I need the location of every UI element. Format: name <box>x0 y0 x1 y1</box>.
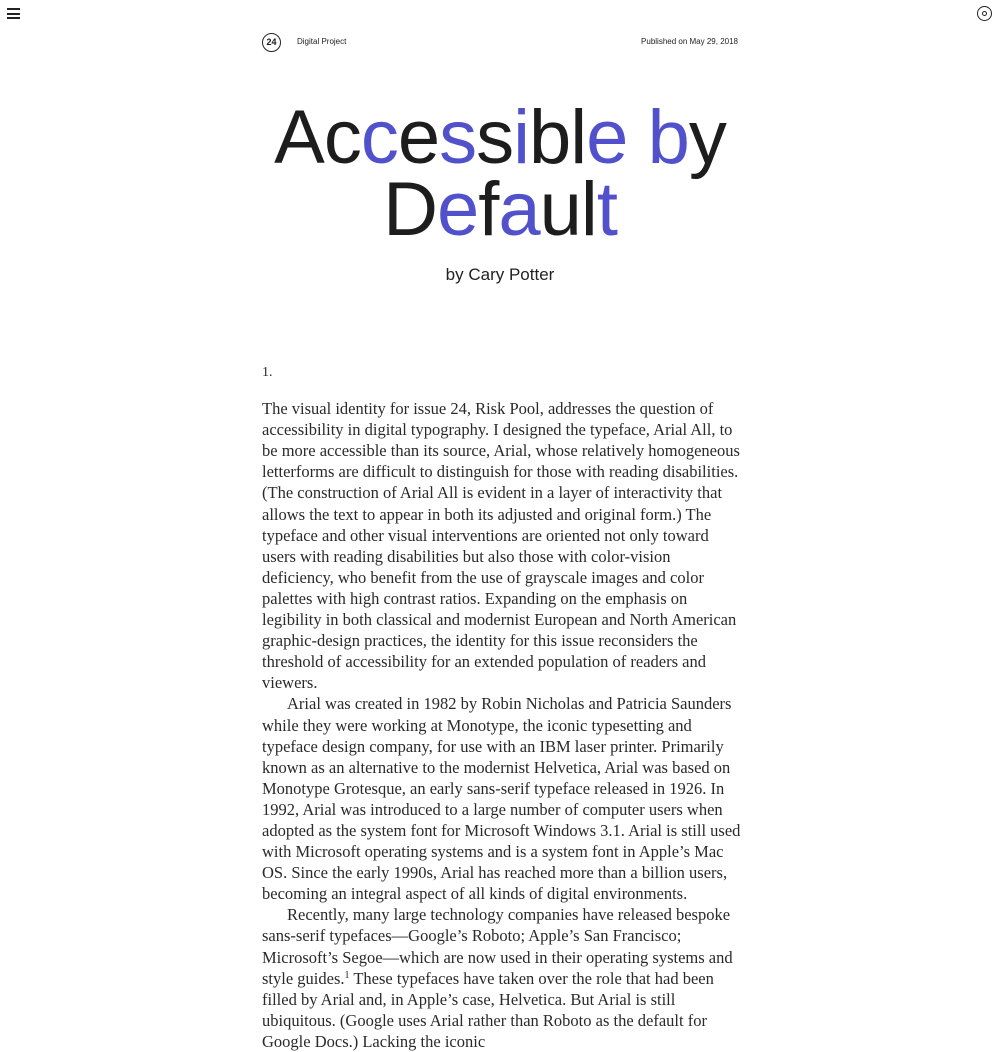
title-line-1 <box>0 95 1000 180</box>
title-letter: f <box>478 167 499 252</box>
title-letter: e <box>436 167 479 252</box>
title-letter: u <box>539 167 581 252</box>
paragraph: Arial was created in 1982 by Robin Nicholas and Patricia Saunders while they were working at Monotype, the iconic typesetting and typeface design company, for use with an IBM laser printer. Primarily known as an alternative to the modernist Helvetica, Arial was based on Monotype Grotesque, an early sans-serif typeface released in 1926. In 1992, Arial was introduced to a large number of computer users when adopted as the system font for Microsoft Windows 3.1. Arial is still used with Microsoft operating systems and is a system font in Apple’s Mac OS. Since the early 1990s, Arial has reached more than a billion users, becoming an integral aspect of all kinds of digital environments. <box>262 694 741 904</box>
title-letter: l <box>570 95 587 180</box>
paragraph-text: Recently, many large technology companies have released bespoke sans-serif typefaces—Google’s Roboto; Apple’s San Francisco; Microsoft’s Segoe—which are now used in their operating systems and style guides. <box>262 905 733 988</box>
accessibility-toggle-icon[interactable] <box>977 6 992 21</box>
page-title <box>0 95 1000 252</box>
title-letter: b <box>529 95 571 180</box>
title-letter: l <box>580 167 597 252</box>
byline: by Cary Potter <box>445 265 555 284</box>
title-letter: t <box>596 167 617 252</box>
paragraph-text: These typefaces have taken over the role that had been filled by Arial and, in Apple’s case, Helvetica. But Arial is still ubiquitous. (Google uses Arial rather than Roboto as the default for Google Docs.) Lacking the iconic <box>262 968 714 1051</box>
title-letter: y <box>688 95 726 180</box>
paragraph: The visual identity for issue 24, Risk Pool, addresses the question of accessibility in digital typography. I designed the typeface, Arial All, to be more accessible than its source, Arial, whose relatively homogeneous letterforms are difficult to distinguish for those with reading disabilities. (The construction of Arial All is evident in a layer of interactivity that allows the text to appear in both its adjusted and original form.) The typeface and other visual interventions are oriented not only toward users with reading disabilities but also those with color-vision deficiency, who benefit from the use of grayscale images and color palettes with high contrast ratios. Expanding on the emphasis on legibility in both classical and modernist European and North American graphic-design practices, the identity for this issue reconsiders the threshold of accessibility for an extended population of readers and viewers. <box>262 399 740 693</box>
title-letter <box>627 95 647 180</box>
paragraph <box>262 904 742 1052</box>
title-letter: c <box>360 95 398 180</box>
title-letter: s <box>439 95 477 180</box>
title-line-2 <box>0 167 1000 252</box>
title-letter: c <box>323 95 361 180</box>
section-number: 1. <box>262 365 273 380</box>
title-letter: A <box>274 95 324 180</box>
article-body <box>262 362 742 1052</box>
title-letter: b <box>647 95 689 180</box>
menu-icon[interactable] <box>7 8 20 19</box>
project-label[interactable]: Digital Project <box>297 37 347 46</box>
title-letter: e <box>397 95 440 180</box>
publish-date: Published on May 29, 2018 <box>641 37 738 46</box>
title-letter: a <box>498 167 540 252</box>
title-letter: i <box>513 95 529 180</box>
title-letter: s <box>476 95 514 180</box>
title-letter: e <box>586 95 628 180</box>
issue-number-badge[interactable]: 24 <box>262 33 281 52</box>
footnote-link[interactable]: 1 <box>344 969 350 981</box>
title-letter: D <box>383 167 437 252</box>
